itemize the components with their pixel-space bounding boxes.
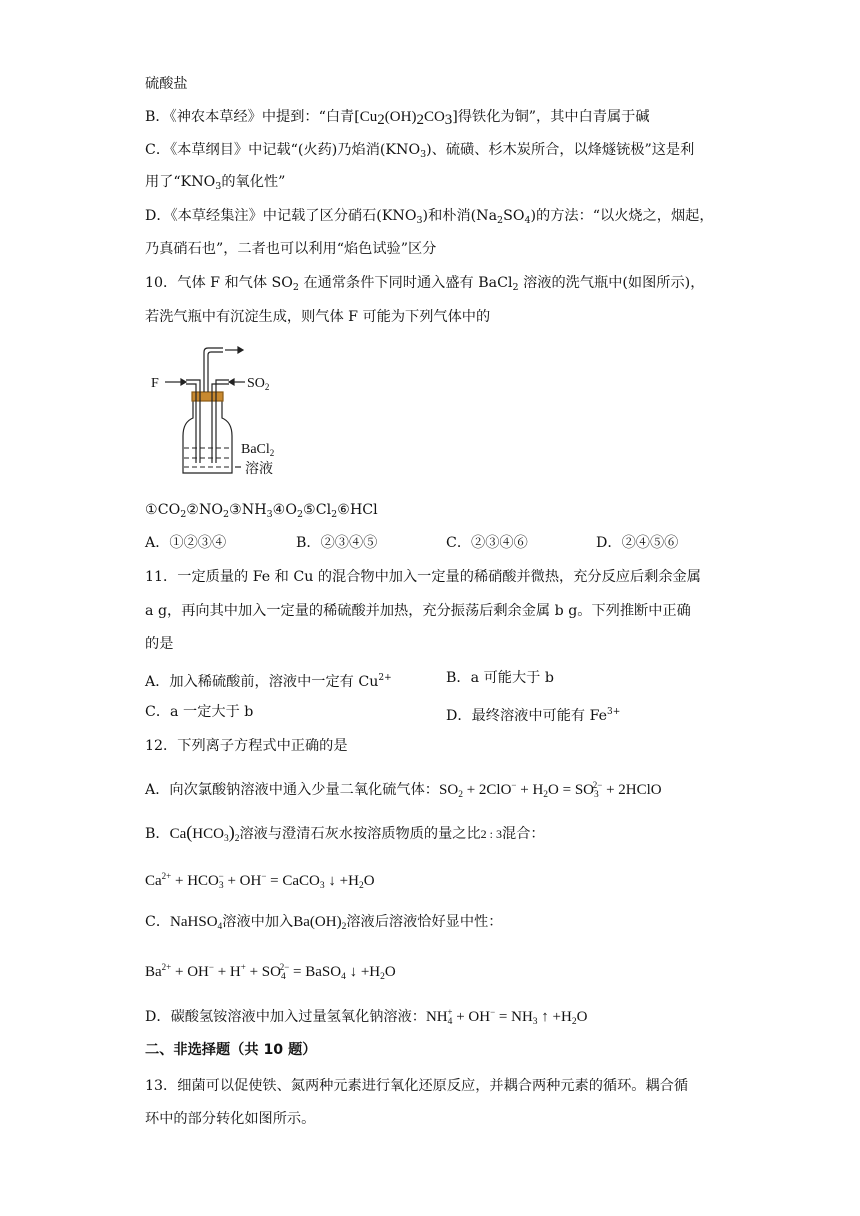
q11-stem-cont2: 的是 (145, 636, 174, 652)
q9-option-d-cont: 乃真硝石也”，二者也可以利用“焰色试验”区分 (145, 241, 437, 257)
q12-option-a[interactable]: A．向次氯酸钠溶液中通入少量二氧化硫气体：$SO_2 + 2ClO^- + H_2O = SO_3^{2-}$ + 2HClO (145, 780, 662, 800)
solution-label: 溶液 (245, 461, 273, 477)
q13-stem-cont: 环中的部分转化如图所示。 (145, 1111, 316, 1127)
q12-b-equation: $Ca^{2+} + HCO_3^- + OH^-$ = CaCO$_3$ ↓ $+H_2O$ (145, 871, 375, 891)
q9-option-c: C．《本草纲目》中记载“(火药)乃焰消$(KNO_3)$、硫磺、杉木炭所合，以烽燧铳极”这是利 (145, 142, 695, 160)
q9-option-b: B．《神农本草经》中提到：“白青$[Cu_2(OH)_2CO_3]$得铁化为铜”，其中白青属于碱 (145, 109, 650, 128)
q9-option-c-cont: 用了“$KNO_3$的氧化性” (145, 174, 286, 192)
q12-c-equation: $Ba^{2+} + OH^- + H^+ + SO_4^{2-}$ = BaSO$_4$ ↓ $+H_2O$ (145, 962, 396, 982)
q10-gas-list: $①CO_2②NO_2③NH_3④O_2⑤Cl_2⑥HCl$ (145, 502, 378, 520)
q10-option-c[interactable]: C．②③④⑥ (446, 535, 528, 551)
gas-f-label: F (151, 376, 159, 391)
bacl2-label: BaCl$_2$ (241, 442, 275, 458)
q11-option-a[interactable]: A．加入稀硫酸前，溶液中一定有 $Cu^{2+}$ (145, 673, 392, 690)
q12-option-b[interactable]: B．$Ca(HCO_3)_2$溶液与澄清石灰水按溶质物质的量之比2 : 3混合： (145, 822, 545, 844)
q11-option-b[interactable]: B．a 可能大于 b (446, 670, 554, 686)
gas-washing-bottle-figure (145, 340, 305, 485)
q12-d-equation: $NH_4^+ + OH^- = NH_3$ ↑ $+H_2O$ (425, 1007, 588, 1027)
text-line: 硫酸盐 (145, 76, 188, 92)
q11-option-d[interactable]: D．最终溶液中可能有 $Fe^{3+}$ (446, 707, 621, 724)
q9-option-d: D．《本草经集注》中记载了区分硝石$(KNO_3)$和朴消$(Na_2SO_4)$的方法：“以火烧之，烟起， (145, 208, 714, 226)
q12-option-d[interactable]: D．碳酸氢铵溶液中加入过量氢氧化钠溶液：$NH_4^+ + OH^- = NH_3$ ↑ $+H_2O$ (145, 1007, 588, 1027)
q11-option-c[interactable]: C．a 一定大于 b (145, 704, 254, 720)
q10-stem-cont: 若洗气瓶中有沉淀生成，则气体 F 可能为下列气体中的 (145, 309, 491, 325)
q12-a-equation: $SO_2 + 2ClO^- + H_2O = SO_3^{2-}$ + 2HClO (439, 780, 662, 800)
q12-stem: 12．下列离子方程式中正确的是 (145, 738, 348, 754)
q10-option-d[interactable]: D．②④⑤⑥ (596, 535, 679, 551)
so2-label: $SO_2$ (247, 376, 270, 392)
q10-option-b[interactable]: B．②③④⑤ (296, 535, 378, 551)
q10-option-a[interactable]: A．①②③④ (145, 535, 227, 551)
q11-stem-cont: a g，再向其中加入一定量的稀硫酸并加热，充分振荡后剩余金属 b g。下列推断中正确 (145, 603, 691, 619)
section-title: 二、非选择题（共 10 题） (145, 1042, 317, 1058)
q12-option-c[interactable]: C．NaHSO$_4$溶液中加入$Ba(OH)_2$溶液后溶液恰好显中性： (145, 914, 503, 932)
q10-stem: 10．气体 F 和气体 $SO_2$ 在通常条件下同时通入盛有 BaCl$_2$ 溶液的洗气瓶中(如图所示)， (145, 275, 705, 293)
q11-stem: 11．一定质量的 Fe 和 Cu 的混合物中加入一定量的稀硝酸并微热，充分反应后剩余金属 (145, 569, 701, 585)
q13-stem: 13．细菌可以促使铁、氮两种元素进行氧化还原反应，并耦合两种元素的循环。耦合循 (145, 1078, 689, 1094)
